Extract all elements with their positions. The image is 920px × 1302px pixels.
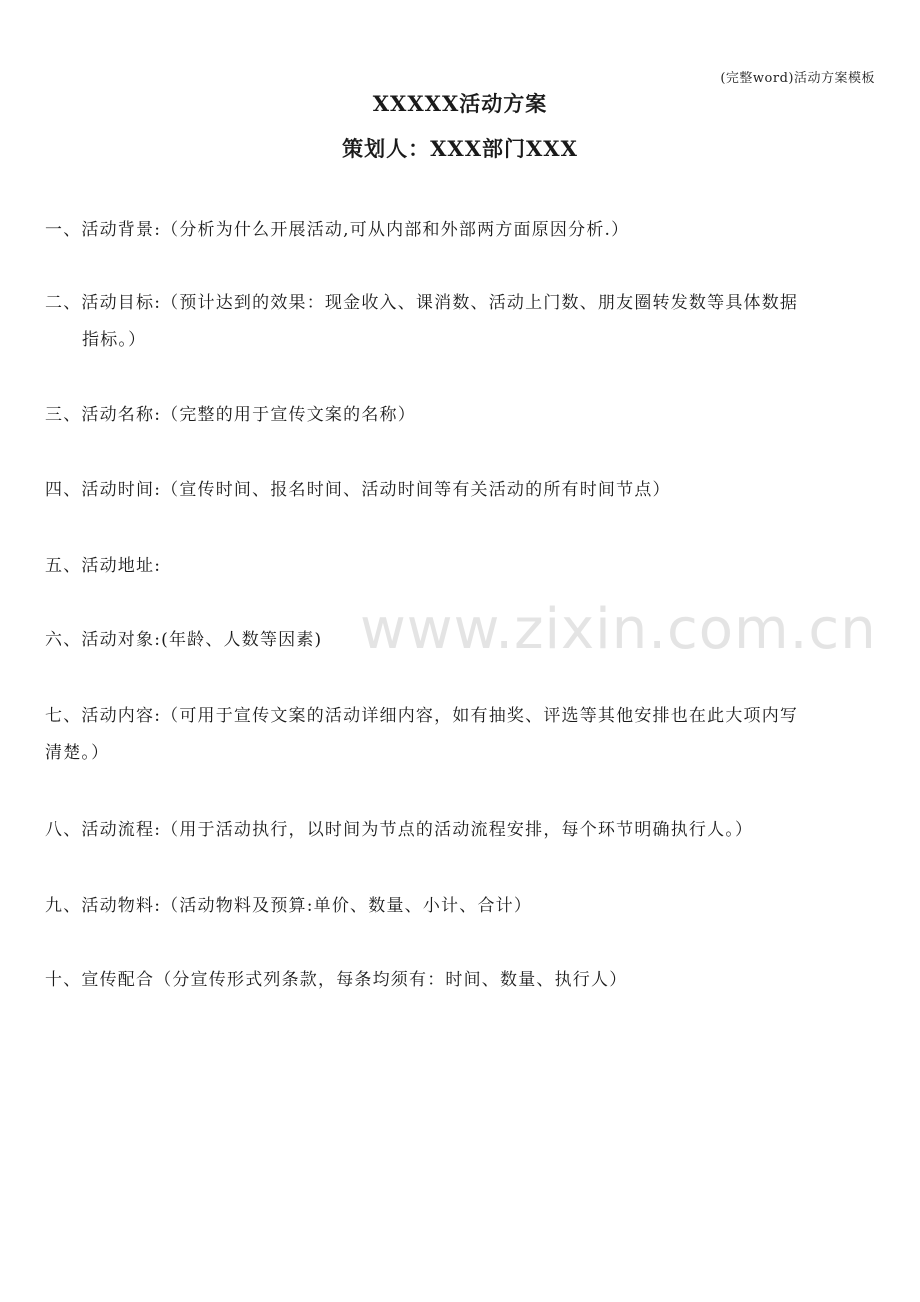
section-background bbox=[45, 212, 880, 249]
section-line: 三、活动名称:（完整的用于宣传文案的名称） bbox=[45, 405, 416, 425]
section-content bbox=[45, 698, 880, 772]
section-goals bbox=[45, 285, 880, 359]
document-subtitle: 策划人：XXX部门XXX bbox=[342, 136, 578, 161]
section-process bbox=[45, 812, 880, 849]
section-line-continued: 指标。） bbox=[82, 330, 147, 350]
document-title: XXXXX活动方案 bbox=[372, 91, 548, 116]
section-audience bbox=[45, 622, 880, 659]
section-line: 一、活动背景:（分析为什么开展活动,可从内部和外部两方面原因分析.） bbox=[45, 220, 630, 240]
header-note: (完整word)活动方案模板 bbox=[720, 71, 875, 86]
section-line-continued: 清楚。） bbox=[45, 743, 110, 763]
section-line: 七、活动内容:（可用于宣传文案的活动详细内容，如有抽奖、评选等其他安排也在此大项内写 bbox=[45, 706, 799, 726]
section-promotion bbox=[45, 962, 880, 999]
section-line: 四、活动时间:（宣传时间、报名时间、活动时间等有关活动的所有时间节点） bbox=[45, 480, 671, 500]
section-line: 九、活动物料:（活动物料及预算:单价、数量、小计、合计） bbox=[45, 896, 533, 916]
section-address bbox=[45, 548, 880, 585]
section-line: 二、活动目标:（预计达到的效果：现金收入、课消数、活动上门数、朋友圈转发数等具体数据 bbox=[45, 293, 799, 313]
section-line: 八、活动流程:（用于活动执行，以时间为节点的活动流程安排，每个环节明确执行人。） bbox=[45, 820, 754, 840]
section-line: 十、宣传配合（分宣传形式列条款，每条均须有：时间、数量、执行人） bbox=[45, 970, 628, 990]
section-materials bbox=[45, 888, 880, 925]
section-line: 六、活动对象:(年龄、人数等因素) bbox=[45, 630, 323, 650]
section-line: 五、活动地址: bbox=[45, 556, 162, 576]
section-name bbox=[45, 397, 880, 434]
section-time bbox=[45, 472, 880, 509]
watermark: www.zixin.com.cn bbox=[360, 597, 877, 662]
